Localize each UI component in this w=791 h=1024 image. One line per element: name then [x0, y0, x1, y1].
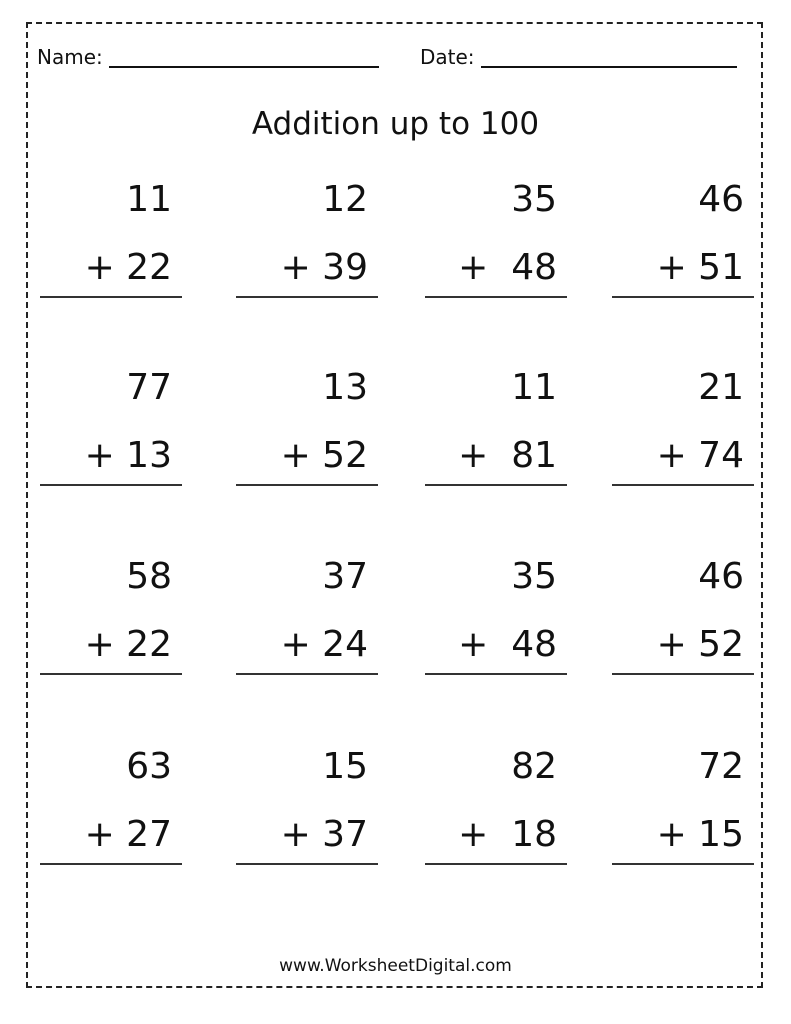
- addend-top: 15: [322, 746, 368, 787]
- addend-bottom: + 52: [280, 435, 368, 476]
- answer-line[interactable]: [425, 863, 567, 865]
- addend-top: 11: [511, 367, 557, 408]
- answer-line[interactable]: [425, 484, 567, 486]
- addend-bottom: + 81: [458, 435, 557, 476]
- addend-bottom: + 13: [84, 435, 172, 476]
- addend-top: 35: [511, 556, 557, 597]
- answer-line[interactable]: [612, 863, 754, 865]
- answer-line[interactable]: [612, 673, 754, 675]
- addend-top: 58: [126, 556, 172, 597]
- addend-top: 12: [322, 179, 368, 220]
- addend-top: 37: [322, 556, 368, 597]
- addend-bottom: + 39: [280, 247, 368, 288]
- answer-line[interactable]: [40, 296, 182, 298]
- addend-bottom: + 22: [84, 247, 172, 288]
- addend-bottom: + 27: [84, 814, 172, 855]
- addend-top: 82: [511, 746, 557, 787]
- addend-top: 11: [126, 179, 172, 220]
- addend-top: 46: [698, 179, 744, 220]
- addend-bottom: + 24: [280, 624, 368, 665]
- page-title: Addition up to 100: [251, 106, 540, 142]
- addend-top: 63: [126, 746, 172, 787]
- addend-top: 77: [126, 367, 172, 408]
- answer-line[interactable]: [236, 673, 378, 675]
- name-label: Name:: [37, 45, 103, 69]
- answer-line[interactable]: [40, 484, 182, 486]
- addend-top: 21: [698, 367, 744, 408]
- answer-line[interactable]: [425, 296, 567, 298]
- footer-website: www.WorksheetDigital.com: [279, 956, 512, 976]
- answer-line[interactable]: [236, 863, 378, 865]
- addend-bottom: + 37: [280, 814, 368, 855]
- addend-bottom: + 51: [656, 247, 744, 288]
- addend-bottom: + 48: [458, 624, 557, 665]
- addend-top: 72: [698, 746, 744, 787]
- addend-top: 46: [698, 556, 744, 597]
- date-label: Date:: [420, 45, 475, 69]
- addend-top: 13: [322, 367, 368, 408]
- answer-line[interactable]: [612, 484, 754, 486]
- addend-bottom: + 22: [84, 624, 172, 665]
- addend-bottom: + 52: [656, 624, 744, 665]
- answer-line[interactable]: [40, 863, 182, 865]
- answer-line[interactable]: [612, 296, 754, 298]
- addend-bottom: + 18: [458, 814, 557, 855]
- answer-line[interactable]: [425, 673, 567, 675]
- addend-top: 35: [511, 179, 557, 220]
- answer-line[interactable]: [236, 296, 378, 298]
- answer-line[interactable]: [236, 484, 378, 486]
- addend-bottom: + 15: [656, 814, 744, 855]
- addend-bottom: + 48: [458, 247, 557, 288]
- answer-line[interactable]: [40, 673, 182, 675]
- addend-bottom: + 74: [656, 435, 744, 476]
